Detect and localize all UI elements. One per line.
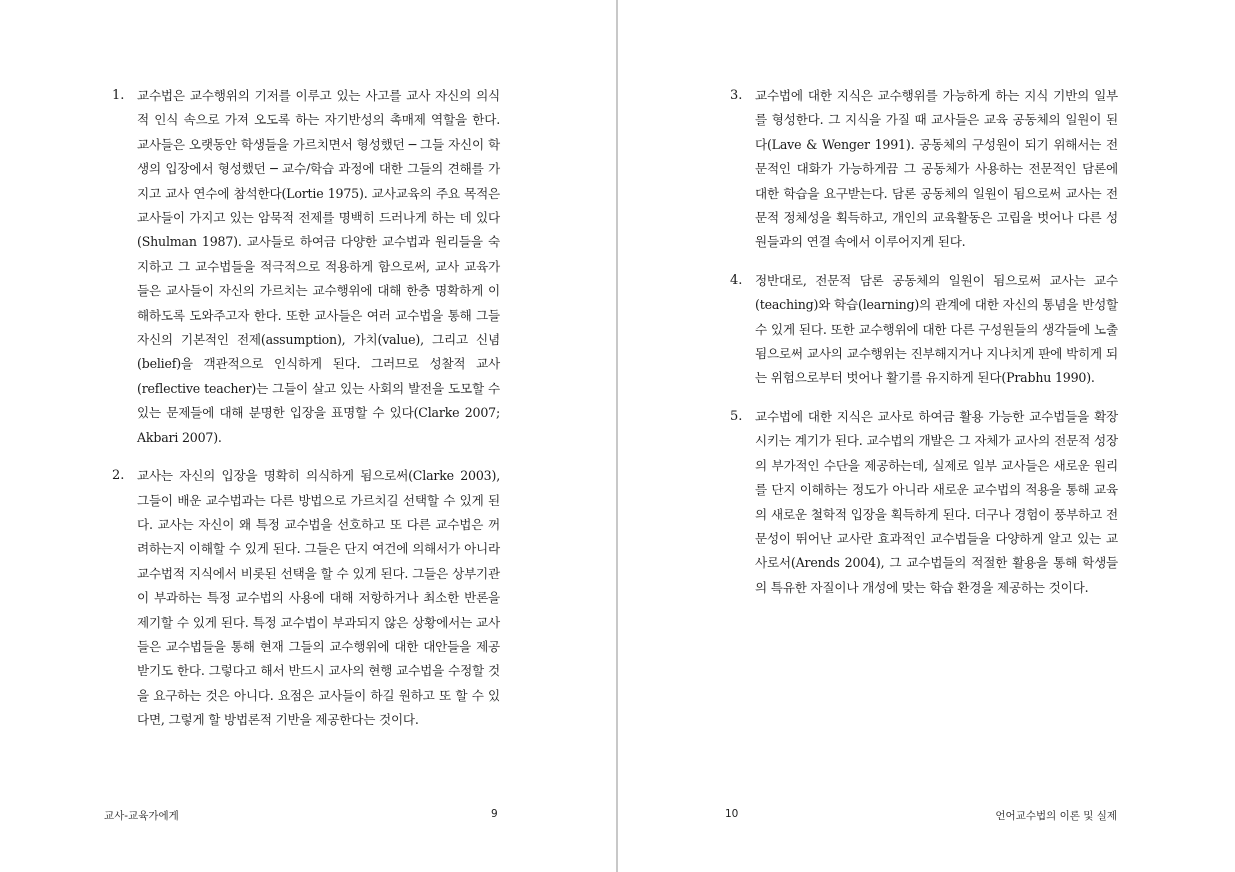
running-footer-title: 언어교수법의 이론 및 실제 [995, 810, 1117, 822]
item-text: 교수법에 대한 지식은 교수행위를 가능하게 하는 지식 기반의 일부를 형성한다. 그 지식을 가질 때 교사들은 교육 공동체의 일원이 된다(Lave & Wenger 1991). 공동체의 구성원이 되기 위해서는 전문적인 대화가 가능하게끔 그 공동체가 사용하는 전문적인 담론에 대한 학습을 요구받는다. 담론 공동체의 일원이 됨으로써 교사는 전문적 정체성을 획득하고, 개인의 교육활동은 고립을 벗어나 다른 성원들과의 연결 속에서 이루어지게 된다. [755, 88, 1118, 250]
item-number: 4. [730, 272, 743, 288]
running-footer-title: 교사-교육가에게 [104, 810, 179, 822]
item-text: 교사는 자신의 입장을 명확히 의식하게 됨으로써(Clarke 2003), 그들이 배운 교수법과는 다른 방법으로 가르치길 선택할 수 있게 된다. 교사는 자신이 왜 특정 교수법을 선호하고 또 다른 교수법은 꺼려하는지 이해할 수 있게 된다. 그들은 단지 여건에 의해서가 아니라 교수법적 지식에서 비롯된 선택을 할 수 있게 된다. 그들은 상부기관이 부과하는 특정 교수법의 사용에 대해 저항하거나 최소한 반론을 제기할 수 있게 된다. 특정 교수법이 부과되지 않은 상황에서는 교사들은 교수법들을 통해 현재 그들의 교수행위에 대한 대안들을 제공받기도 한다. 그렇다고 해서 반드시 교사의 현행 교수법을 수정할 것을 요구하는 것은 아니다. 요점은 교사들이 하길 원하고 또 할 수 있다면, 그렇게 할 방법론적 기반을 제공한다는 것이다. [137, 468, 500, 728]
list-item [730, 405, 1118, 600]
right-page-list [730, 84, 1118, 614]
item-text: 교수법에 대한 지식은 교사로 하여금 활용 가능한 교수법들을 확장시키는 계기가 된다. 교수법의 개발은 그 자체가 교사의 전문적 성장의 부가적인 수단을 제공하는데, 실제로 일부 교사들은 새로운 원리를 단지 이해하는 정도가 아니라 새로운 교수법의 적용을 통해 교육의 새로운 철학적 입장을 획득하게 된다. 더구나 경험이 풍부하고 전문성이 뛰어난 교사란 효과적인 교수법들을 다양하게 알고 있는 교사로서(Arends 2004), 그 교수법들의 적절한 활용을 통해 학생들의 특유한 자질이나 개성에 맞는 학습 환경을 제공하는 것이다. [755, 408, 1118, 595]
right-page [618, 0, 1235, 872]
list-item [730, 84, 1118, 255]
page-number: 10 [725, 808, 739, 820]
list-item [112, 464, 500, 732]
item-text: 정반대로, 전문적 담론 공동체의 일원이 됨으로써 교사는 교수(teaching)와 학습(learning)의 관계에 대한 자신의 통념을 반성할 수 있게 된다. 또한 교수행위에 대한 다른 구성원들의 생각들에 노출됨으로써 교사의 교수행위는 진부해지거나 지나치게 판에 박히게 되는 위험으로부터 벗어나 활기를 유지하게 된다(Prabhu 1990). [755, 272, 1118, 386]
item-number: 5. [730, 408, 743, 424]
list-item [112, 84, 500, 450]
left-page-list [112, 84, 500, 747]
item-number: 2. [112, 468, 125, 484]
left-page [0, 0, 616, 872]
item-number: 1. [112, 88, 125, 103]
item-number: 3. [730, 88, 743, 103]
item-text: 교수법은 교수행위의 기저를 이루고 있는 사고를 교사 자신의 의식적 인식 속으로 가져 오도록 하는 자기반성의 촉매제 역할을 한다. 교사들은 오랫동안 학생들을 가르치면서 형성했던 ─ 그들 자신이 학생의 입장에서 형성했던 ─ 교수/학습 과정에 대한 그들의 견해를 가지고 교사 연수에 참석한다(Lortie 1975). 교사교육의 주요 목적은 교사들이 가지고 있는 암묵적 전제를 명백히 드러나게 하는 데 있다(Shulman 1987). 교사들로 하여금 다양한 교수법과 원리들을 숙지하고 그 교수법들을 적극적으로 적용하게 함으로써, 교사 교육가들은 교사들이 자신의 가르치는 교수행위에 대해 한층 명확하게 이해하도록 도와주고자 한다. 또한 교사들은 여러 교수법을 통해 그들 자신의 기본적인 전제(assumption), 가치(value), 그리고 신념(belief)을 객관적으로 인식하게 된다. 그러므로 성찰적 교사(reflective teacher)는 그들이 살고 있는 사회의 발전을 도모할 수 있는 문제들에 대해 분명한 입장을 표명할 수 있다(Clarke 2007; Akbari 2007). [137, 88, 500, 445]
page-number: 9 [491, 808, 498, 820]
list-item [730, 269, 1118, 391]
